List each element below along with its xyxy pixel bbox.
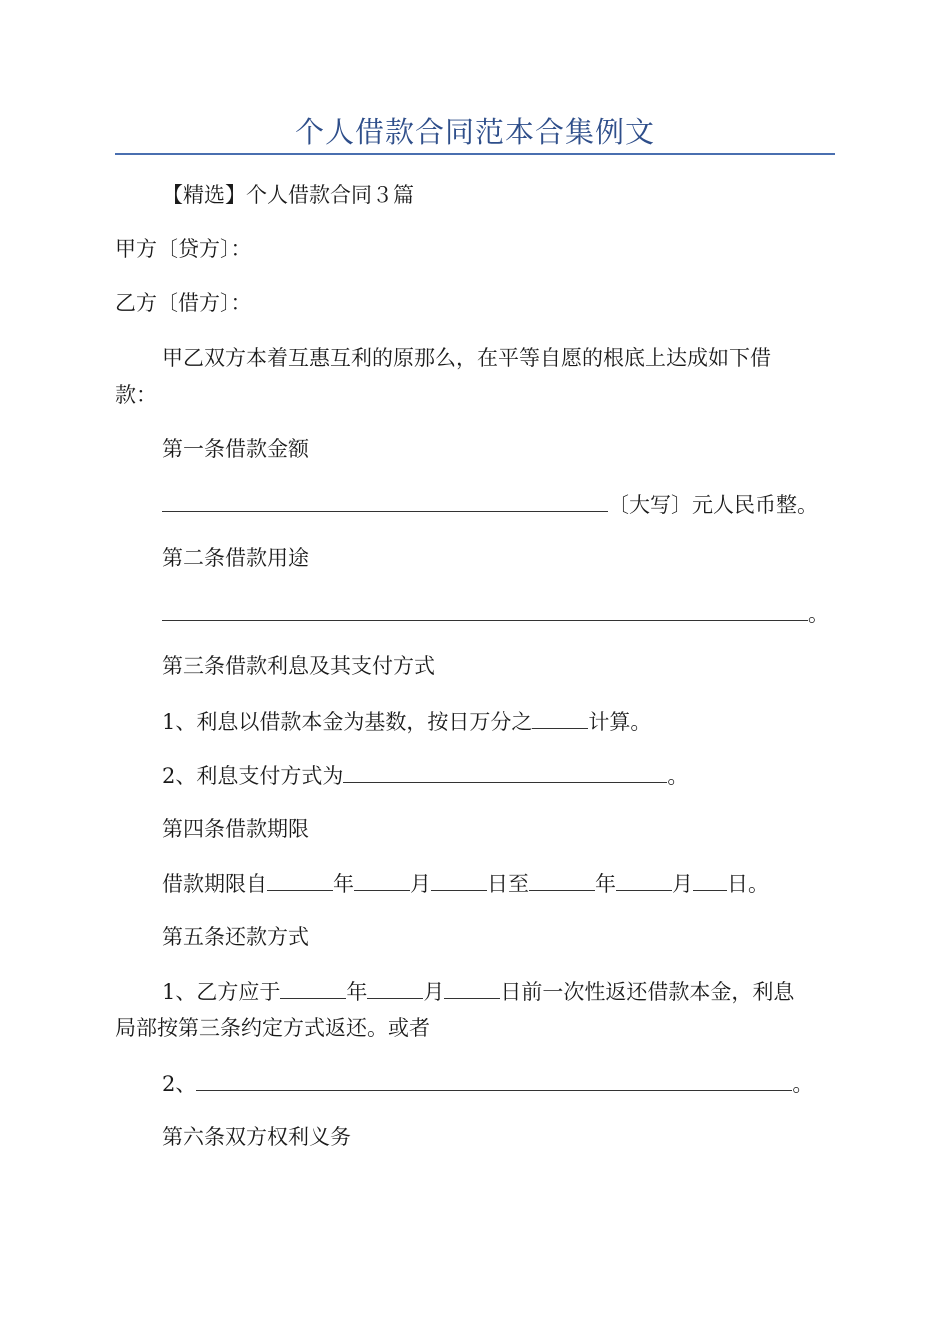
party-b-label: 乙方〔借方〕： — [115, 291, 252, 315]
intro-line-2: 款： — [115, 383, 157, 407]
article-4-heading: 第四条借款期限 — [162, 817, 309, 841]
alt-repay-blank[interactable] — [196, 1068, 792, 1091]
purpose-suffix: 。 — [808, 602, 829, 626]
term-label: 借款期限自 — [162, 872, 267, 896]
alt-repay-label: 2、 — [162, 1072, 197, 1096]
party-a-label: 甲方〔贷方〕： — [115, 237, 252, 261]
subtitle: 【精选】个人借款合同３篇 — [162, 183, 414, 207]
end-month-blank[interactable] — [616, 868, 672, 891]
interest-rate-suffix: 计算。 — [588, 710, 652, 734]
repay-label: 1、乙方应于 — [162, 980, 281, 1004]
article-3-item-2 — [162, 760, 688, 791]
repay-month-blank[interactable] — [367, 976, 423, 999]
end-month-label: 月 — [672, 872, 693, 896]
repay-suffix: 日前一次性返还借款本金，利息 — [500, 980, 795, 1004]
repay-day-blank[interactable] — [444, 976, 500, 999]
day-to-label: 日至 — [487, 872, 529, 896]
end-year-blank[interactable] — [529, 868, 595, 891]
article-3-item-1 — [162, 706, 651, 737]
article-1-heading: 第一条借款金额 — [162, 437, 309, 461]
article-6-heading: 第六条双方权利义务 — [162, 1125, 351, 1149]
repay-year-blank[interactable] — [280, 976, 346, 999]
interest-rate-blank[interactable] — [532, 706, 588, 729]
repay-month-label: 月 — [423, 980, 445, 1004]
article-5-item-1-cont: 局部按第三条约定方式返还。或者 — [115, 1016, 430, 1040]
payment-method-label: 2、利息支付方式为 — [162, 764, 344, 788]
repay-year-label: 年 — [346, 980, 368, 1004]
payment-method-blank[interactable] — [343, 760, 667, 783]
interest-rate-label: 1、利息以借款本金为基数，按日万分之 — [162, 710, 533, 734]
intro-line-1: 甲乙双方本着互惠互利的原那么，在平等自愿的根底上达成如下借 — [162, 346, 771, 370]
payment-method-suffix: 。 — [667, 764, 689, 788]
document-title: 个人借款合同范本合集例文 — [294, 115, 655, 149]
title-underline — [115, 153, 835, 155]
amount-blank[interactable] — [162, 489, 608, 512]
amount-suffix: 〔大写〕元人民币整。 — [608, 493, 818, 517]
purpose-blank[interactable] — [162, 598, 808, 621]
article-3-heading: 第三条借款利息及其支付方式 — [162, 654, 435, 678]
article-4-term-line — [162, 868, 769, 899]
article-2-heading: 第二条借款用途 — [162, 546, 309, 570]
end-day-blank[interactable] — [693, 868, 727, 891]
end-day-label: 日。 — [727, 872, 769, 896]
end-year-label: 年 — [595, 872, 616, 896]
article-5-item-1 — [162, 976, 794, 1007]
article-5-heading: 第五条还款方式 — [162, 925, 309, 949]
start-day-blank[interactable] — [431, 868, 487, 891]
article-1-amount-line — [162, 489, 818, 520]
article-2-purpose-line — [162, 598, 829, 629]
start-year-label: 年 — [333, 872, 354, 896]
alt-repay-suffix: 。 — [792, 1072, 814, 1096]
start-month-label: 月 — [410, 872, 431, 896]
article-5-item-2 — [162, 1068, 813, 1099]
start-month-blank[interactable] — [354, 868, 410, 891]
start-year-blank[interactable] — [267, 868, 333, 891]
